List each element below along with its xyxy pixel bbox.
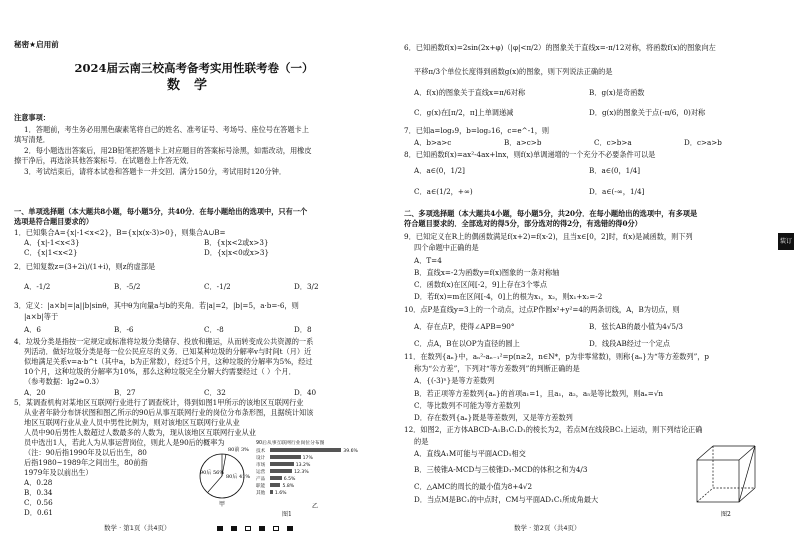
q9-option-c: C．函数f(x)在区间[-2，9]上存在3个零点 xyxy=(414,280,548,289)
left-page xyxy=(14,0,374,544)
bar-chart-title: 90后从事互联网行业岗位分布图 xyxy=(256,441,325,446)
bar-row xyxy=(256,476,374,481)
q10-stem: 10．点P是直线y=3上的一个动点，过点P作圆x²+y²=4的两条切线，A，B为切点，则 xyxy=(404,305,680,314)
q1-stem: 1．已知集合A={x|-1<x<2}，B={x|x(x-3)>0}，则集合A∪B= xyxy=(14,228,226,237)
exam-title: 2024届云南三校高考备考实用性联考卷（一） xyxy=(74,61,314,75)
pie-label-90-after: 90后 56% xyxy=(200,470,225,476)
bar-row xyxy=(256,448,374,453)
bar-category-label: 技术 xyxy=(256,449,266,454)
q8-option-c: C．a∈(1/2，+∞) xyxy=(414,187,473,196)
q4-option-c: C．32 xyxy=(204,388,226,397)
notes-heading: 注意事项： xyxy=(14,113,50,122)
bar-row xyxy=(256,483,374,488)
q5-option-c: C．0.56 xyxy=(24,498,53,507)
q9-option-a: A．T=4 xyxy=(414,256,442,265)
q3-option-a: A．6 xyxy=(24,325,41,334)
q1-option-a: A．{x|-1<x<3} xyxy=(24,238,80,247)
bar-mark xyxy=(270,476,282,480)
q8-option-a: A．a∈(0，1/2] xyxy=(414,166,465,175)
q2-option-c: C．-1/2 xyxy=(204,282,231,291)
bar-row xyxy=(256,455,374,460)
q5-line-3: 地区互联网行业从业人员中男性比例为，则对该地区互联网行业从业 xyxy=(24,418,240,427)
q4-option-d: D．40 xyxy=(294,388,317,397)
pie-caption: 甲 xyxy=(219,501,226,508)
q4-line-1: 4．垃圾分类是指按一定规定或标准将垃圾分类储存、投放和搬运，从而转变成公共资源的一系 xyxy=(14,337,314,346)
section-2-heading-cont: 符合题目要求的．全部选对的得5分，部分选对的得2分，有选错的得0分） xyxy=(404,219,642,228)
q8-option-b: B．a∈(0，1/4] xyxy=(589,166,641,175)
q12-option-d: D．当点M是BC₁的中点时，CM与平面AD₁C₁所成角最大 xyxy=(414,495,599,504)
q2-stem: 2．已知复数z=(3+2i)/(1+i)，则z的虚部是 xyxy=(14,262,156,271)
q5-line-1: 5．某调查机构对某地区互联网行业进行了调查统计，得到如图1甲所示的该地区互联网行业 xyxy=(14,398,304,407)
bar-mark xyxy=(270,469,292,473)
q6-line-1: 6．已知函数f(x)=2sin(2x+φ)（|φ|<π/2）的图象关于直线x=-π/12对称，将函数f(x)的图象向左 xyxy=(404,43,716,52)
q4-line-3: 似地满足关系v=a·b^t（其中a，b为正常数），经过5个月，这种垃圾的分解率为5%，经过 xyxy=(24,357,313,366)
pie-label-80-before: 80前 3% xyxy=(228,447,249,453)
bar-mark xyxy=(270,462,294,466)
bar-mark xyxy=(270,455,301,459)
bar-value-label: 13.2% xyxy=(295,463,311,468)
q11-line-1: 11．在数列{aₙ}中，aₙ²-aₙ₋₁²=p(n≥2，n∈N*，p为非零常数)，则称{aₙ}为“等方差数列”，p xyxy=(404,352,710,361)
q7-option-c: C．c>b>a xyxy=(594,138,632,147)
q5-option-d: D．0.61 xyxy=(24,508,53,517)
bar-row xyxy=(256,490,374,495)
q11-option-d: D．存在数列{aₙ}既是等差数列，又是等方差数列 xyxy=(414,413,573,422)
q5-option-a: A．0.28 xyxy=(24,478,53,487)
bar-value-label: 5.8% xyxy=(282,484,295,489)
secret-label: 秘密★启用前 xyxy=(14,40,59,49)
cube-edge xyxy=(739,488,755,502)
q5-line-6: （注：90后指1990年及以后出生，80 xyxy=(24,448,147,457)
q5-line-2: 从业者年龄分布饼状图和图乙所示的90后从事互联网行业的岗位分布条形图，且据统计知该 xyxy=(24,408,314,417)
q5-line-5: 员中选出1人，若此人为从事运营岗位，则此人是90后的概率为 xyxy=(24,438,225,447)
q3-option-c: C．-8 xyxy=(204,325,224,334)
figure-2-caption: 图2 xyxy=(721,511,731,518)
q5-line-8: 1979年及以前出生） xyxy=(24,468,93,477)
bar-chart xyxy=(256,440,374,510)
note-3: 3．考试结束后，请将本试卷和答题卡一并交回．满分150分，考试用时120分钟． xyxy=(24,167,287,176)
bar-category-label: 产品 xyxy=(256,477,266,482)
bar-caption: 乙 xyxy=(312,503,319,510)
q6-option-a: A．f(x)的图象关于直线x=π/6对称 xyxy=(414,88,526,97)
footer-left-text: 数学 · 第1页（共4页） xyxy=(104,524,171,532)
q7-option-d: D．c>a>b xyxy=(684,138,722,147)
q12-line-1: 12．如图2，正方体ABCD-A₁B₁C₁D₁的棱长为2，若点M在线段BC₁上运动，则下列结论正确 xyxy=(404,425,703,434)
figure-1-caption: 图1 xyxy=(282,511,292,518)
q9-option-b: B．直线x=-2为函数y=f(x)图象的一条对称轴 xyxy=(414,268,560,277)
q12-option-a: A．直线A₁M可能与平面ACD₁相交 xyxy=(414,449,526,458)
cube-edge xyxy=(697,446,713,460)
pie-label-80-after: 80后 41% xyxy=(226,474,251,480)
q12-line-2: 的是 xyxy=(414,437,429,446)
q10-option-d: D．线段AB经过一个定点 xyxy=(589,339,670,348)
q4-line-5: （参考数据：lg2≈0.3） xyxy=(24,377,104,386)
right-page xyxy=(404,0,766,544)
q1-option-b: B．{x|x<2或x>3} xyxy=(204,238,269,247)
q2-option-b: B．-5/2 xyxy=(114,282,141,291)
q11-option-a: A．{(-3)ⁿ}是等方差数列 xyxy=(414,376,495,385)
q3-stem: 3．定义：|a×b|=|a||b|sinθ，其中θ为向量a与b的夹角．若|a|=2，|b|=5，a·b=-6，则 xyxy=(14,301,299,310)
bar-row xyxy=(256,469,374,474)
q3-stem-cont: |a×b|等于 xyxy=(24,312,59,321)
footer-right xyxy=(514,524,580,533)
q5-option-b: B．0.34 xyxy=(24,488,53,497)
q2-option-d: D．3/2 xyxy=(294,282,319,291)
pie-chart xyxy=(194,440,254,510)
side-binding-tab: 装订 xyxy=(778,233,794,250)
q4-option-a: A．20 xyxy=(24,388,46,397)
q4-line-4: 10个月，这种垃圾的分解率为10%，那么这种垃圾完全分解大约需要经过（ ）个月． xyxy=(24,367,296,376)
bar-category-label: 其他 xyxy=(256,491,266,496)
q10-option-c: C．点A，B在以OP为直径的圆上 xyxy=(414,339,520,348)
q10-option-a: A．存在点P，使得∠APB=90° xyxy=(414,322,515,331)
q7-stem: 7．已知a=log₃9，b=log₂16，c=e^-1，则 xyxy=(404,126,550,135)
bar-category-label: 市场 xyxy=(256,463,266,468)
cube-front-face xyxy=(697,460,739,502)
bar-value-label: 39.6% xyxy=(343,449,358,454)
subject-title: 数学 xyxy=(166,78,221,93)
note-2b: 擦干净后，再选涂其他答案标号．在试题卷上作答无效． xyxy=(14,156,194,165)
q12-option-b: B．三棱锥A-MCD与三棱锥D₁-MCD的体积之和为4/3 xyxy=(414,465,588,474)
note-2a: 2．每小题选出答案后，用2B铅笔把答题卡上对应题目的答案标号涂黑，如需改动，用橡皮 xyxy=(24,146,312,155)
q5-line-7: 后指1980~1989年之间出生，80前指 xyxy=(24,458,148,467)
footer-left xyxy=(104,524,297,533)
bar-category-label: 运营 xyxy=(256,470,266,475)
q6-option-c: C．g(x)在[π/2，π]上单调递减 xyxy=(414,108,514,117)
note-1a: 1．答题前，考生务必用黑色碳素笔将自己的姓名、准考证号、考场号、座位号在答题卡上 xyxy=(24,125,309,134)
bar-value-label: 12.3% xyxy=(294,470,309,475)
bar-value-label: 6.5% xyxy=(283,477,296,482)
cube-diagonal xyxy=(739,446,755,502)
footer-marks xyxy=(213,524,297,532)
q5-line-4: 人员中90后男性人数超过人数最多的人数为，现从该地区互联网行业从业 xyxy=(24,428,256,437)
q10-option-b: B．弦长AB的最小值为4√5/3 xyxy=(589,322,683,331)
bar-value-label: 17% xyxy=(302,456,313,461)
q12-option-c: C．△AMC的周长的最小值为8+4√2 xyxy=(414,482,533,491)
section-1-heading-cont: 选项是符合题目要求的） xyxy=(14,217,94,226)
section-1-heading: 一、单项选择题（本大题共8小题，每小题5分，共40分．在每小题给出的选项中，只有一个 xyxy=(14,207,308,216)
footer-right-text: 数学 · 第2页（共4页） xyxy=(514,524,581,532)
q1-option-d: D．{x|x<0或x>3} xyxy=(204,248,270,257)
q8-option-d: D．a∈(-∞，1/4] xyxy=(589,187,645,196)
cube-hidden-edge xyxy=(697,488,713,502)
q7-option-a: A．b>a>c xyxy=(414,138,452,147)
q6-option-d: D．g(x)的图象关于点(-π/6，0)对称 xyxy=(589,108,706,117)
bar-row xyxy=(256,462,374,467)
cube-figure xyxy=(689,440,765,520)
section-2-heading: 二、多项选择题（本大题共4小题，每小题5分，共20分．在每小题给出的选项中，有多项是 xyxy=(404,209,698,218)
q9-line-2: 四个命题中正确的是 xyxy=(414,243,479,252)
bar-mark xyxy=(270,448,341,452)
q4-line-2: 列活动．做好垃圾分类是每一位公民应尽的义务．已知某种垃圾的分解率v与时间t（月）近 xyxy=(24,347,312,356)
bar-mark xyxy=(270,490,273,494)
q3-option-d: D．8 xyxy=(294,325,312,334)
q9-line-1: 9．已知定义在R上的偶函数满足f(x+2)=f(x-2)，且当x∈[0，2]时，f(x)是减函数，则下列 xyxy=(404,232,693,241)
q11-option-c: C．等比数列不可能为等方差数列 xyxy=(414,401,521,410)
q9-option-d: D．若f(x)=m在区间[-4，0]上的根为x₁，x₂，则x₁+x₂=-2 xyxy=(414,292,603,301)
bar-value-label: 1.6% xyxy=(274,491,287,496)
q3-option-b: B．-6 xyxy=(114,325,134,334)
q2-option-a: A．-1/2 xyxy=(24,282,51,291)
q11-option-b: B．若正项等方差数列{aₙ}的首项a₁=1，且a₁，a₂，a₅是等比数列，则aₙ=√n xyxy=(414,389,664,398)
q8-stem: 8．已知函数f(x)=ax²-4ax+lnx，则f(x)单调递增的一个充分不必要条件可以是 xyxy=(404,150,656,159)
q7-option-b: B．a>c>b xyxy=(504,138,542,147)
bar-mark xyxy=(270,483,280,487)
bar-category-label: 职能 xyxy=(256,484,266,489)
q6-option-b: B．g(x)是奇函数 xyxy=(589,88,645,97)
q11-line-2: 称为“公方差”，下列对“等方差数列”的判断正确的是 xyxy=(414,364,580,373)
note-1b: 填写清楚． xyxy=(14,135,50,144)
q6-line-2: 平移π/3个单位长度得到函数g(x)的图象，则下列说法正确的是 xyxy=(414,67,613,76)
q4-option-b: B．27 xyxy=(114,388,136,397)
cube-edge xyxy=(739,446,755,460)
q1-option-c: C．{x|1<x<2} xyxy=(24,248,78,257)
figure-1 xyxy=(194,440,374,518)
bar-category-label: 设计 xyxy=(256,456,266,461)
